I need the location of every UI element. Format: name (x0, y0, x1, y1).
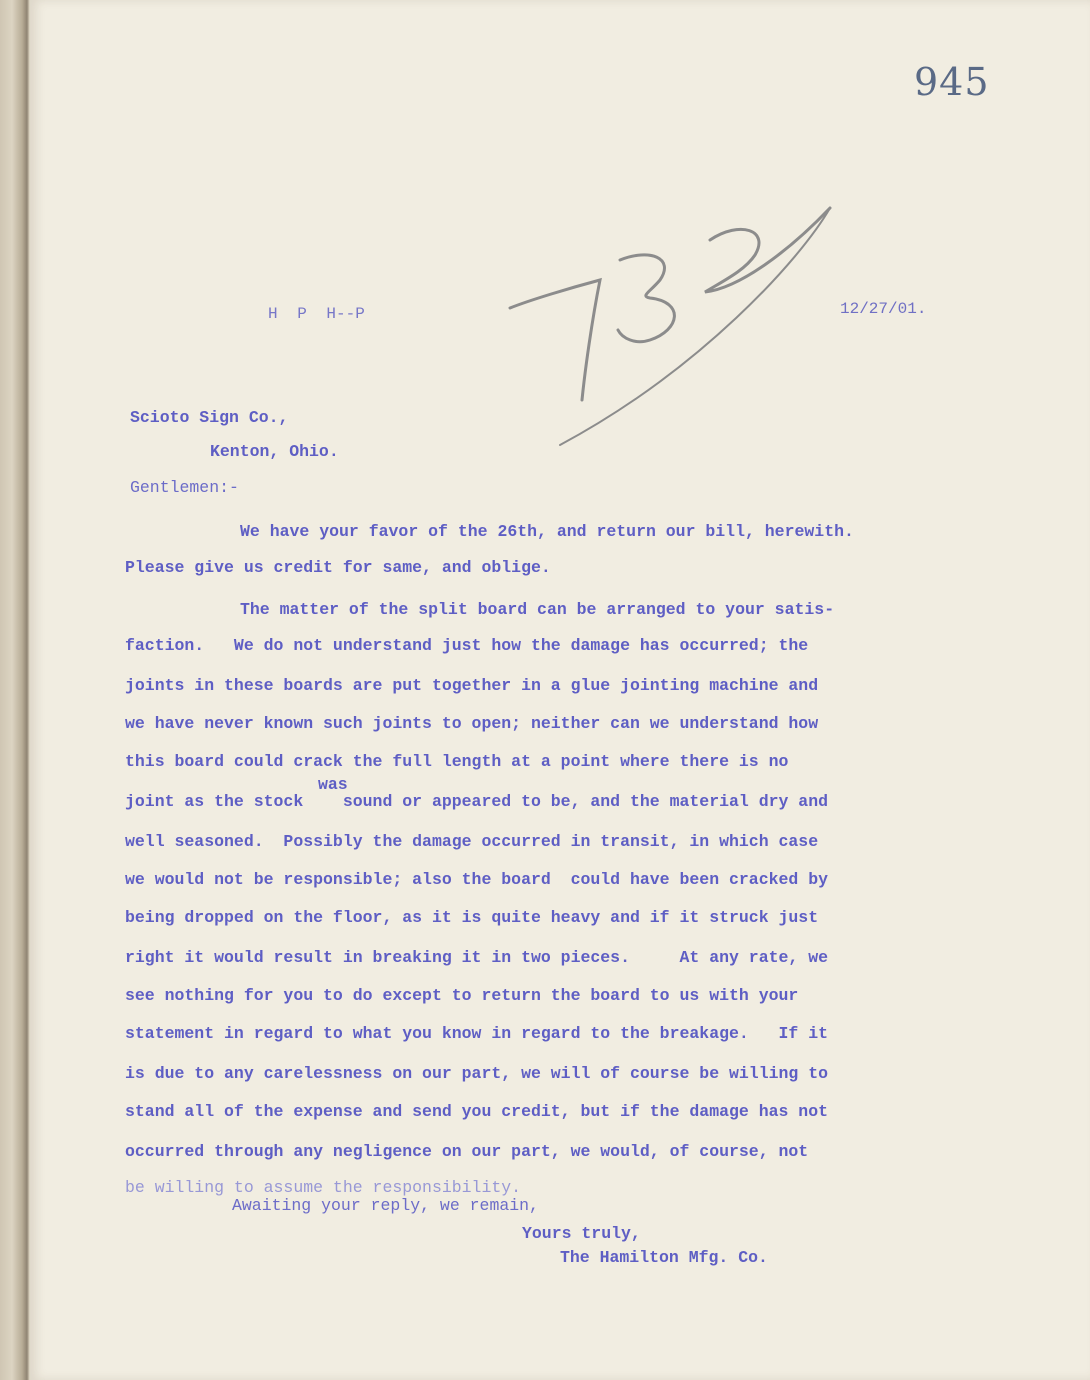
body-line: being dropped on the floor, as it is quite heavy and if it struck just (125, 908, 819, 927)
address-line-2: Kenton, Ohio. (210, 442, 339, 461)
closing-line-2: Yours truly, (522, 1224, 641, 1243)
body-line: joints in these boards are put together in a glue jointing machine and (125, 676, 819, 695)
binding-edge (0, 0, 30, 1380)
body-line: stand all of the expense and send you credit, but if the damage has not (125, 1102, 829, 1121)
body-line: is due to any carelessness on our part, we will of course be willing to (125, 1064, 829, 1083)
letter-date: 12/27/01. (840, 300, 927, 318)
reference-code: H P H--P (268, 305, 365, 323)
body-line: be willing to assume the responsibility. (125, 1178, 522, 1197)
address-line-1: Scioto Sign Co., (130, 408, 289, 427)
salutation: Gentlemen:- (130, 478, 239, 497)
body-line: right it would result in breaking it in two pieces. At any rate, we (125, 948, 829, 967)
signature-company: The Hamilton Mfg. Co. (560, 1248, 768, 1267)
body-line: well seasoned. Possibly the damage occurred in transit, in which case (125, 832, 819, 851)
body-line: Please give us credit for same, and oblige. (125, 558, 551, 577)
page-number: 945 (914, 60, 990, 104)
body-line: we have never known such joints to open; neither can we understand how (125, 714, 819, 733)
pencil-annotation (500, 200, 850, 460)
body-insertion: was (318, 775, 348, 794)
body-line: The matter of the split board can be arranged to your satis- (240, 600, 835, 619)
body-line: statement in regard to what you know in regard to the breakage. If it (125, 1024, 829, 1043)
body-line: faction. We do not understand just how the damage has occurred; the (125, 636, 809, 655)
body-line: we would not be responsible; also the board could have been cracked by (125, 870, 829, 889)
body-line: see nothing for you to do except to return the board to us with your (125, 986, 799, 1005)
body-line: We have your favor of the 26th, and return our bill, herewith. (240, 522, 854, 541)
body-line: joint as the stock sound or appeared to be, and the material dry and (125, 792, 829, 811)
body-line: occurred through any negligence on our part, we would, of course, not (125, 1142, 809, 1161)
body-line: this board could crack the full length at a point where there is no (125, 752, 789, 771)
closing-line-1: Awaiting your reply, we remain, (232, 1196, 539, 1215)
